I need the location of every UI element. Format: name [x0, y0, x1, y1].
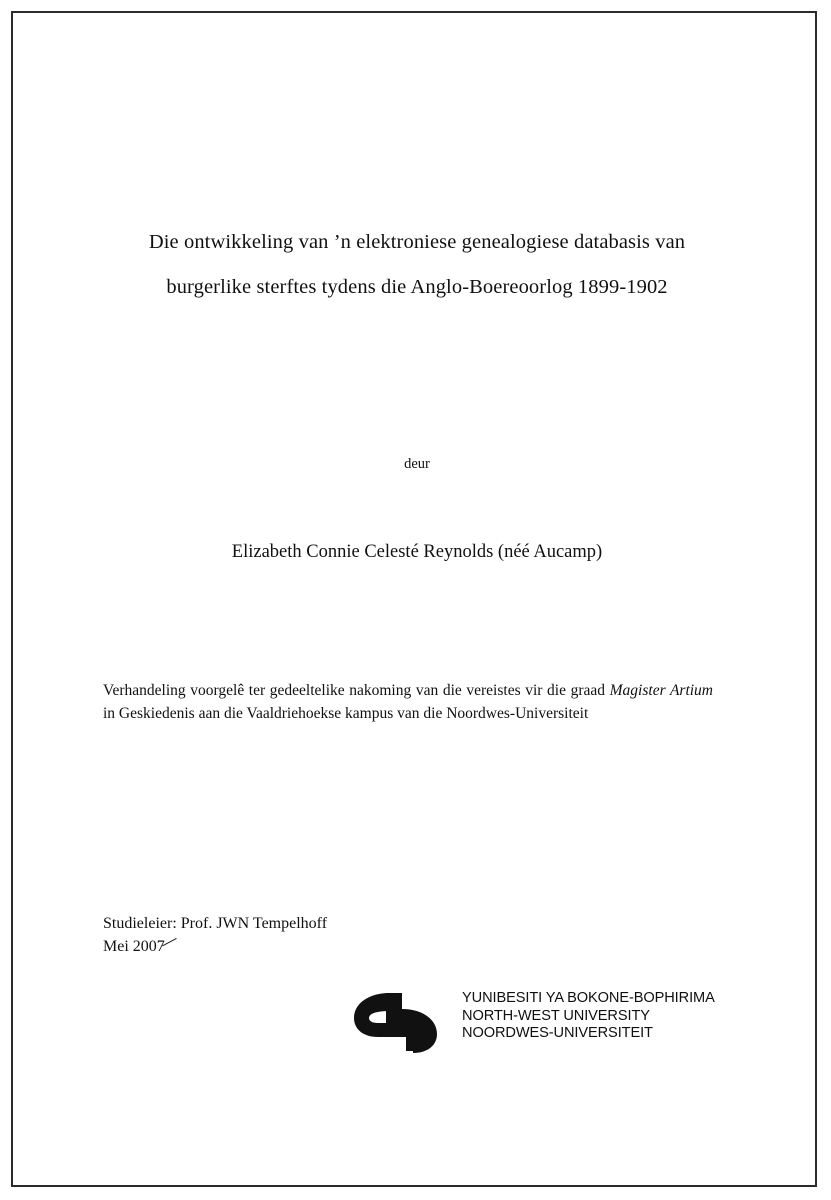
page-title	[102, 220, 732, 310]
degree-statement-paragraph	[103, 679, 713, 725]
title-page-sheet	[24, 24, 807, 1176]
date-text: Mei 2007	[103, 938, 165, 955]
logo-line-1: YUNIBESITI YA BOKONE-BOPHIRIMA	[462, 990, 715, 1006]
handwritten-strike-mark	[162, 938, 182, 956]
university-logo	[262, 984, 715, 1058]
degree-statement	[103, 679, 713, 725]
statement-part-2: in Geskiedenis aan die Vaaldriehoekse kampus van die Noordwes-Universiteit	[103, 705, 589, 722]
title-line-2: burgerlike sterftes tydens die Anglo-Boereoorlog 1899-1902	[166, 276, 668, 298]
supervisor-line: Studieleier: Prof. JWN Tempelhoff	[103, 915, 328, 932]
title-page-content	[102, 24, 732, 1176]
statement-part-1: Verhandeling voorgelê ter gedeeltelike nakoming van die vereistes vir die graad	[103, 682, 610, 699]
author-name: Elizabeth Connie Celesté Reynolds (néé Aucamp)	[231, 542, 603, 562]
title-line-1: Die ontwikkeling van ’n elektroniese genealogiese databasis van	[148, 231, 686, 253]
supervisor-block	[103, 912, 603, 958]
by-label: deur	[404, 456, 430, 472]
date-line	[103, 935, 603, 958]
degree-name: Magister Artium	[609, 682, 713, 699]
north-west-university-logo-icon	[350, 991, 462, 1053]
logo-line-3: NOORDWES-UNIVERSITEIT	[462, 1025, 653, 1042]
university-logo-text	[462, 990, 715, 1043]
logo-line-2: NORTH-WEST UNIVERSITY	[462, 1007, 650, 1024]
